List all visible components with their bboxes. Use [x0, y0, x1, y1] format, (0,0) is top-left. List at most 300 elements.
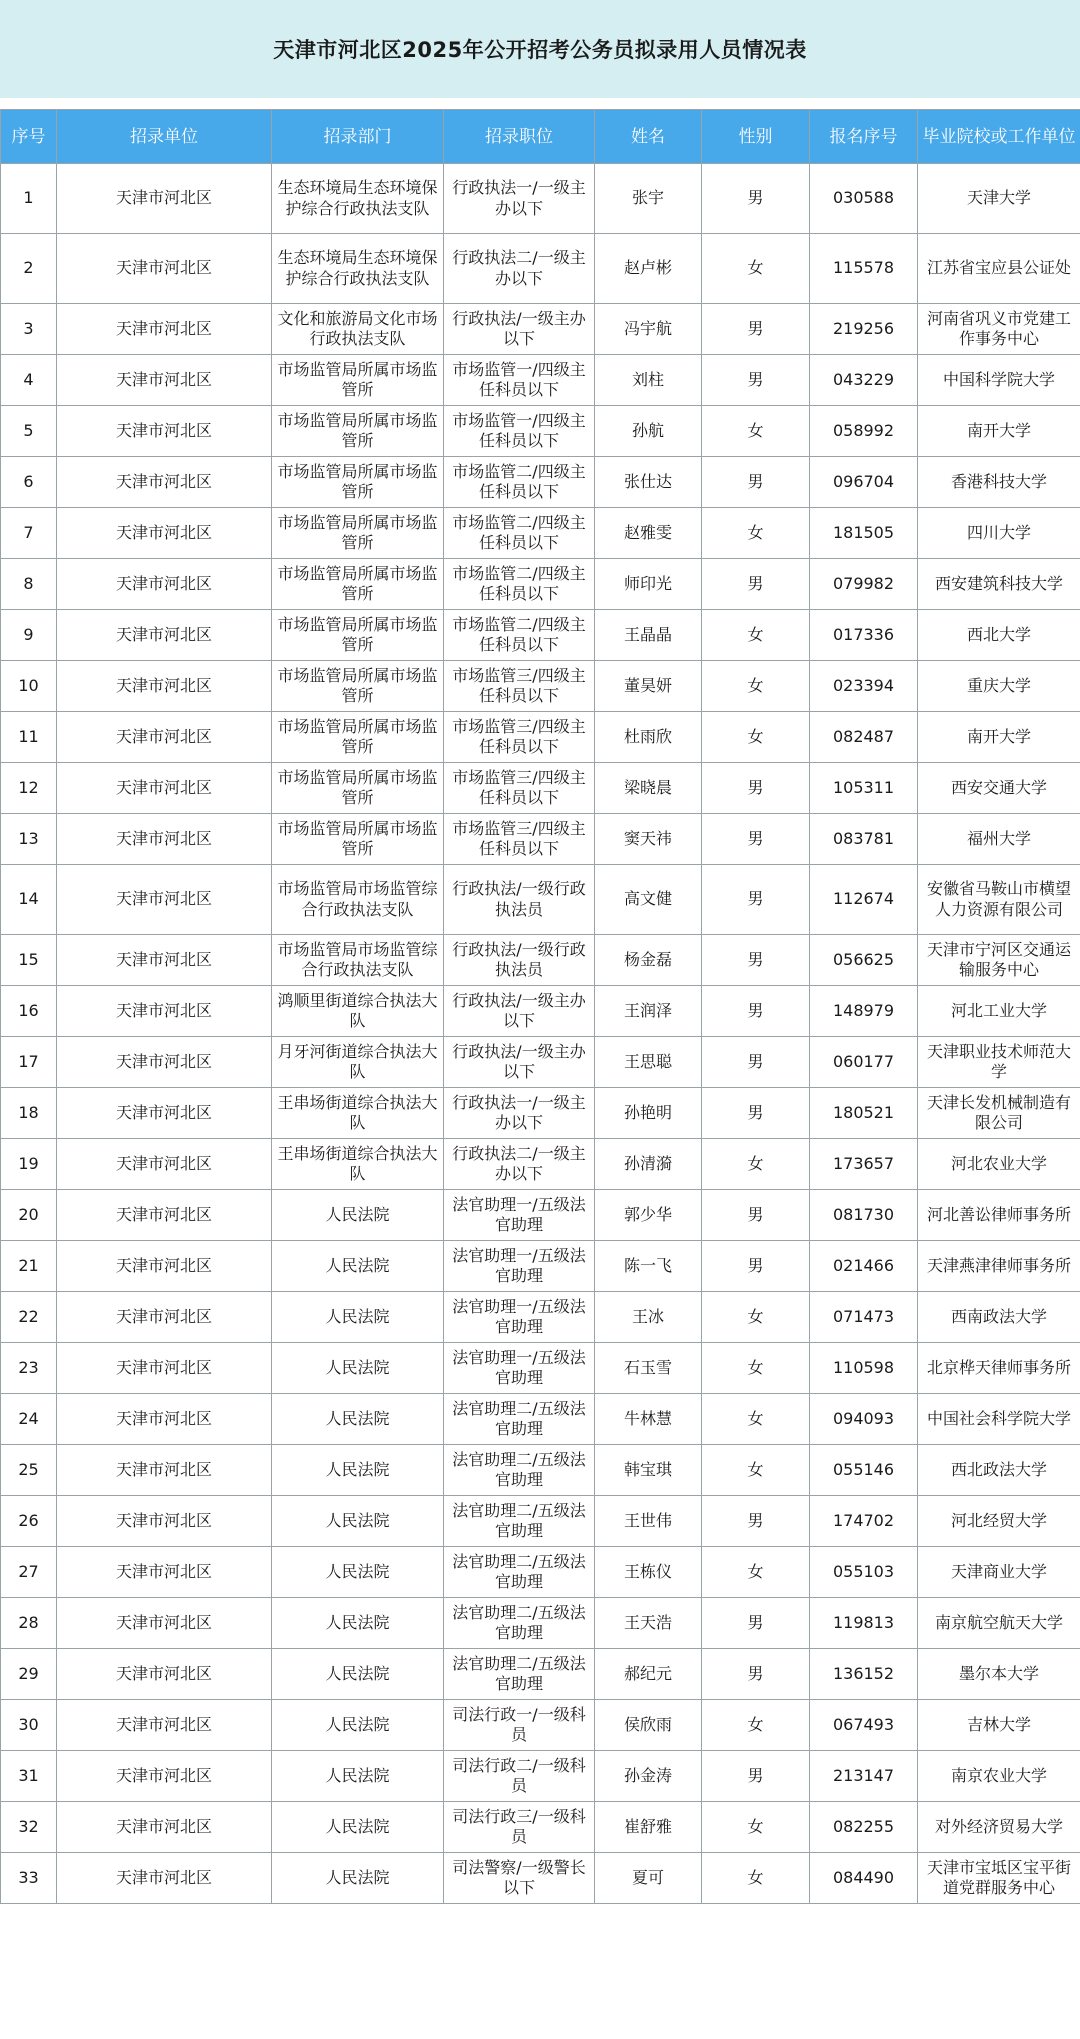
cell-reg-no: 213147: [810, 1751, 918, 1802]
cell-gender: 女: [702, 1445, 810, 1496]
cell-position: 司法行政一/一级科员: [444, 1700, 595, 1751]
cell-seq: 11: [1, 712, 57, 763]
cell-name: 王天浩: [595, 1598, 702, 1649]
header-gender: 性别: [702, 110, 810, 164]
table-row: [1, 1190, 1080, 1241]
cell-department: 王串场街道综合执法大队: [272, 1139, 444, 1190]
cell-reg-no: 148979: [810, 986, 918, 1037]
cell-seq: 2: [1, 234, 57, 304]
cell-name: 张仕达: [595, 457, 702, 508]
cell-position: 法官助理二/五级法官助理: [444, 1598, 595, 1649]
cell-department: 人民法院: [272, 1751, 444, 1802]
cell-name: 王冰: [595, 1292, 702, 1343]
cell-seq: 12: [1, 763, 57, 814]
table-row: [1, 457, 1080, 508]
cell-name: 赵卢彬: [595, 234, 702, 304]
cell-seq: 29: [1, 1649, 57, 1700]
cell-gender: 男: [702, 1496, 810, 1547]
cell-position: 法官助理二/五级法官助理: [444, 1496, 595, 1547]
cell-seq: 15: [1, 935, 57, 986]
cell-seq: 9: [1, 610, 57, 661]
header-school: 毕业院校或工作单位: [918, 110, 1080, 164]
cell-position: 行政执法/一级主办以下: [444, 986, 595, 1037]
cell-department: 市场监管局所属市场监管所: [272, 457, 444, 508]
cell-unit: 天津市河北区: [57, 763, 272, 814]
cell-unit: 天津市河北区: [57, 1241, 272, 1292]
header-department: 招录部门: [272, 110, 444, 164]
table-row: [1, 508, 1080, 559]
cell-name: 师印光: [595, 559, 702, 610]
cell-school: 中国科学院大学: [918, 355, 1080, 406]
cell-reg-no: 119813: [810, 1598, 918, 1649]
cell-school: 天津市宝坻区宝平街道党群服务中心: [918, 1853, 1080, 1904]
cell-unit: 天津市河北区: [57, 234, 272, 304]
cell-reg-no: 112674: [810, 865, 918, 935]
cell-reg-no: 173657: [810, 1139, 918, 1190]
cell-reg-no: 180521: [810, 1088, 918, 1139]
cell-reg-no: 082255: [810, 1802, 918, 1853]
cell-reg-no: 055146: [810, 1445, 918, 1496]
cell-unit: 天津市河北区: [57, 986, 272, 1037]
cell-reg-no: 067493: [810, 1700, 918, 1751]
cell-position: 司法警察/一级警长以下: [444, 1853, 595, 1904]
cell-department: 王串场街道综合执法大队: [272, 1088, 444, 1139]
cell-unit: 天津市河北区: [57, 1445, 272, 1496]
cell-position: 市场监管二/四级主任科员以下: [444, 457, 595, 508]
cell-department: 人民法院: [272, 1700, 444, 1751]
cell-department: 人民法院: [272, 1547, 444, 1598]
table-row: [1, 1751, 1080, 1802]
cell-unit: 天津市河北区: [57, 1700, 272, 1751]
cell-school: 北京桦天律师事务所: [918, 1343, 1080, 1394]
cell-department: 生态环境局生态环境保护综合行政执法支队: [272, 164, 444, 234]
cell-position: 司法行政三/一级科员: [444, 1802, 595, 1853]
cell-school: 福州大学: [918, 814, 1080, 865]
cell-reg-no: 017336: [810, 610, 918, 661]
cell-gender: 女: [702, 712, 810, 763]
cell-unit: 天津市河北区: [57, 1394, 272, 1445]
cell-gender: 女: [702, 508, 810, 559]
cell-school: 对外经济贸易大学: [918, 1802, 1080, 1853]
cell-department: 人民法院: [272, 1190, 444, 1241]
cell-name: 刘柱: [595, 355, 702, 406]
cell-position: 行政执法一/一级主办以下: [444, 164, 595, 234]
cell-department: 月牙河街道综合执法大队: [272, 1037, 444, 1088]
cell-position: 行政执法/一级主办以下: [444, 1037, 595, 1088]
cell-reg-no: 094093: [810, 1394, 918, 1445]
table-row: [1, 406, 1080, 457]
cell-gender: 男: [702, 763, 810, 814]
cell-gender: 男: [702, 935, 810, 986]
cell-reg-no: 079982: [810, 559, 918, 610]
cell-unit: 天津市河北区: [57, 1598, 272, 1649]
cell-name: 侯欣雨: [595, 1700, 702, 1751]
table-row: [1, 1394, 1080, 1445]
cell-position: 行政执法一/一级主办以下: [444, 1088, 595, 1139]
cell-seq: 10: [1, 661, 57, 712]
cell-position: 市场监管二/四级主任科员以下: [444, 559, 595, 610]
cell-department: 人民法院: [272, 1853, 444, 1904]
table-row: [1, 986, 1080, 1037]
cell-position: 行政执法二/一级主办以下: [444, 1139, 595, 1190]
cell-school: 安徽省马鞍山市横望人力资源有限公司: [918, 865, 1080, 935]
cell-unit: 天津市河北区: [57, 508, 272, 559]
cell-gender: 男: [702, 865, 810, 935]
cell-gender: 男: [702, 986, 810, 1037]
cell-position: 市场监管一/四级主任科员以下: [444, 406, 595, 457]
cell-gender: 女: [702, 610, 810, 661]
cell-seq: 17: [1, 1037, 57, 1088]
cell-position: 市场监管三/四级主任科员以下: [444, 814, 595, 865]
cell-unit: 天津市河北区: [57, 1292, 272, 1343]
cell-seq: 27: [1, 1547, 57, 1598]
cell-reg-no: 083781: [810, 814, 918, 865]
cell-seq: 32: [1, 1802, 57, 1853]
cell-seq: 7: [1, 508, 57, 559]
cell-department: 人民法院: [272, 1394, 444, 1445]
table-row: [1, 1598, 1080, 1649]
cell-gender: 男: [702, 304, 810, 355]
cell-unit: 天津市河北区: [57, 1190, 272, 1241]
results-table-container: [0, 109, 1080, 1904]
cell-seq: 21: [1, 1241, 57, 1292]
cell-name: 王晶晶: [595, 610, 702, 661]
table-row: [1, 1088, 1080, 1139]
cell-reg-no: 136152: [810, 1649, 918, 1700]
cell-school: 西北大学: [918, 610, 1080, 661]
cell-reg-no: 081730: [810, 1190, 918, 1241]
cell-reg-no: 084490: [810, 1853, 918, 1904]
header-name: 姓名: [595, 110, 702, 164]
cell-gender: 男: [702, 1190, 810, 1241]
cell-department: 市场监管局市场监管综合行政执法支队: [272, 865, 444, 935]
cell-unit: 天津市河北区: [57, 355, 272, 406]
cell-unit: 天津市河北区: [57, 1037, 272, 1088]
table-row: [1, 234, 1080, 304]
cell-name: 梁晓晨: [595, 763, 702, 814]
cell-seq: 31: [1, 1751, 57, 1802]
cell-gender: 男: [702, 1241, 810, 1292]
cell-seq: 23: [1, 1343, 57, 1394]
cell-reg-no: 058992: [810, 406, 918, 457]
cell-seq: 28: [1, 1598, 57, 1649]
cell-school: 天津商业大学: [918, 1547, 1080, 1598]
cell-seq: 6: [1, 457, 57, 508]
cell-name: 杨金磊: [595, 935, 702, 986]
cell-gender: 女: [702, 1547, 810, 1598]
cell-gender: 女: [702, 661, 810, 712]
cell-position: 行政执法二/一级主办以下: [444, 234, 595, 304]
cell-name: 牛林慧: [595, 1394, 702, 1445]
cell-department: 市场监管局所属市场监管所: [272, 763, 444, 814]
cell-unit: 天津市河北区: [57, 1496, 272, 1547]
cell-department: 文化和旅游局文化市场行政执法支队: [272, 304, 444, 355]
table-row: [1, 1496, 1080, 1547]
cell-position: 法官助理一/五级法官助理: [444, 1292, 595, 1343]
header-unit: 招录单位: [57, 110, 272, 164]
table-row: [1, 935, 1080, 986]
table-row: [1, 164, 1080, 234]
cell-position: 市场监管二/四级主任科员以下: [444, 610, 595, 661]
cell-gender: 女: [702, 1802, 810, 1853]
cell-gender: 女: [702, 1853, 810, 1904]
table-row: [1, 559, 1080, 610]
cell-name: 王润泽: [595, 986, 702, 1037]
cell-position: 行政执法/一级行政执法员: [444, 935, 595, 986]
cell-seq: 8: [1, 559, 57, 610]
cell-department: 鸿顺里街道综合执法大队: [272, 986, 444, 1037]
table-row: [1, 1853, 1080, 1904]
cell-school: 吉林大学: [918, 1700, 1080, 1751]
cell-department: 人民法院: [272, 1343, 444, 1394]
cell-seq: 16: [1, 986, 57, 1037]
cell-school: 西安交通大学: [918, 763, 1080, 814]
cell-department: 人民法院: [272, 1292, 444, 1343]
cell-position: 法官助理二/五级法官助理: [444, 1649, 595, 1700]
cell-name: 王世伟: [595, 1496, 702, 1547]
cell-unit: 天津市河北区: [57, 164, 272, 234]
cell-department: 人民法院: [272, 1598, 444, 1649]
cell-unit: 天津市河北区: [57, 457, 272, 508]
cell-unit: 天津市河北区: [57, 1802, 272, 1853]
cell-school: 河北经贸大学: [918, 1496, 1080, 1547]
cell-reg-no: 110598: [810, 1343, 918, 1394]
table-row: [1, 1649, 1080, 1700]
cell-name: 杜雨欣: [595, 712, 702, 763]
cell-department: 市场监管局所属市场监管所: [272, 508, 444, 559]
cell-unit: 天津市河北区: [57, 1547, 272, 1598]
cell-name: 冯宇航: [595, 304, 702, 355]
cell-position: 市场监管二/四级主任科员以下: [444, 508, 595, 559]
cell-gender: 男: [702, 457, 810, 508]
cell-reg-no: 105311: [810, 763, 918, 814]
cell-school: 天津职业技术师范大学: [918, 1037, 1080, 1088]
cell-gender: 男: [702, 1598, 810, 1649]
table-row: [1, 1445, 1080, 1496]
cell-reg-no: 023394: [810, 661, 918, 712]
cell-position: 行政执法/一级行政执法员: [444, 865, 595, 935]
cell-school: 河北工业大学: [918, 986, 1080, 1037]
cell-gender: 男: [702, 355, 810, 406]
table-row: [1, 814, 1080, 865]
cell-name: 崔舒雅: [595, 1802, 702, 1853]
cell-unit: 天津市河北区: [57, 1853, 272, 1904]
cell-position: 市场监管一/四级主任科员以下: [444, 355, 595, 406]
cell-gender: 女: [702, 406, 810, 457]
table-row: [1, 355, 1080, 406]
cell-school: 南京农业大学: [918, 1751, 1080, 1802]
page-title: 天津市河北区2025年公开招考公务员拟录用人员情况表: [273, 38, 807, 62]
cell-gender: 男: [702, 164, 810, 234]
cell-seq: 26: [1, 1496, 57, 1547]
cell-position: 市场监管三/四级主任科员以下: [444, 712, 595, 763]
cell-gender: 男: [702, 1649, 810, 1700]
table-row: [1, 1139, 1080, 1190]
cell-gender: 男: [702, 1037, 810, 1088]
cell-department: 人民法院: [272, 1445, 444, 1496]
cell-unit: 天津市河北区: [57, 1751, 272, 1802]
cell-reg-no: 219256: [810, 304, 918, 355]
cell-position: 市场监管三/四级主任科员以下: [444, 763, 595, 814]
cell-school: 香港科技大学: [918, 457, 1080, 508]
table-row: [1, 1241, 1080, 1292]
cell-gender: 女: [702, 1343, 810, 1394]
table-header-row: [1, 110, 1080, 164]
cell-name: 孙清漪: [595, 1139, 702, 1190]
cell-gender: 女: [702, 234, 810, 304]
cell-reg-no: 181505: [810, 508, 918, 559]
cell-unit: 天津市河北区: [57, 1139, 272, 1190]
cell-school: 南京航空航天大学: [918, 1598, 1080, 1649]
cell-school: 南开大学: [918, 712, 1080, 763]
cell-school: 西安建筑科技大学: [918, 559, 1080, 610]
cell-gender: 男: [702, 559, 810, 610]
cell-school: 南开大学: [918, 406, 1080, 457]
cell-unit: 天津市河北区: [57, 1649, 272, 1700]
cell-name: 赵雅雯: [595, 508, 702, 559]
cell-unit: 天津市河北区: [57, 865, 272, 935]
cell-seq: 33: [1, 1853, 57, 1904]
table-row: [1, 1700, 1080, 1751]
cell-school: 四川大学: [918, 508, 1080, 559]
cell-unit: 天津市河北区: [57, 661, 272, 712]
header-seq: 序号: [1, 110, 57, 164]
table-row: [1, 610, 1080, 661]
cell-seq: 4: [1, 355, 57, 406]
cell-school: 重庆大学: [918, 661, 1080, 712]
cell-position: 法官助理一/五级法官助理: [444, 1190, 595, 1241]
cell-reg-no: 174702: [810, 1496, 918, 1547]
cell-reg-no: 056625: [810, 935, 918, 986]
cell-seq: 13: [1, 814, 57, 865]
cell-unit: 天津市河北区: [57, 935, 272, 986]
cell-seq: 19: [1, 1139, 57, 1190]
cell-gender: 女: [702, 1394, 810, 1445]
cell-unit: 天津市河北区: [57, 1088, 272, 1139]
cell-name: 孙金涛: [595, 1751, 702, 1802]
header-reg-no: 报名序号: [810, 110, 918, 164]
cell-name: 韩宝琪: [595, 1445, 702, 1496]
cell-department: 人民法院: [272, 1496, 444, 1547]
cell-department: 市场监管局所属市场监管所: [272, 559, 444, 610]
cell-department: 市场监管局市场监管综合行政执法支队: [272, 935, 444, 986]
cell-unit: 天津市河北区: [57, 559, 272, 610]
cell-name: 张宇: [595, 164, 702, 234]
table-row: [1, 865, 1080, 935]
cell-seq: 5: [1, 406, 57, 457]
cell-seq: 1: [1, 164, 57, 234]
header-position: 招录职位: [444, 110, 595, 164]
cell-school: 河北农业大学: [918, 1139, 1080, 1190]
cell-school: 河北善讼律师事务所: [918, 1190, 1080, 1241]
cell-school: 江苏省宝应县公证处: [918, 234, 1080, 304]
table-row: [1, 1037, 1080, 1088]
cell-unit: 天津市河北区: [57, 406, 272, 457]
cell-unit: 天津市河北区: [57, 814, 272, 865]
cell-department: 生态环境局生态环境保护综合行政执法支队: [272, 234, 444, 304]
cell-department: 市场监管局所属市场监管所: [272, 712, 444, 763]
cell-reg-no: 021466: [810, 1241, 918, 1292]
cell-seq: 18: [1, 1088, 57, 1139]
cell-seq: 25: [1, 1445, 57, 1496]
cell-unit: 天津市河北区: [57, 1343, 272, 1394]
cell-school: 墨尔本大学: [918, 1649, 1080, 1700]
cell-seq: 3: [1, 304, 57, 355]
cell-gender: 女: [702, 1139, 810, 1190]
cell-name: 陈一飞: [595, 1241, 702, 1292]
cell-department: 市场监管局所属市场监管所: [272, 661, 444, 712]
cell-position: 司法行政二/一级科员: [444, 1751, 595, 1802]
cell-name: 石玉雪: [595, 1343, 702, 1394]
cell-school: 天津长发机械制造有限公司: [918, 1088, 1080, 1139]
cell-reg-no: 030588: [810, 164, 918, 234]
cell-name: 董昊妍: [595, 661, 702, 712]
cell-unit: 天津市河北区: [57, 304, 272, 355]
table-row: [1, 1547, 1080, 1598]
cell-school: 西南政法大学: [918, 1292, 1080, 1343]
cell-department: 市场监管局所属市场监管所: [272, 355, 444, 406]
cell-name: 王栋仪: [595, 1547, 702, 1598]
cell-reg-no: 096704: [810, 457, 918, 508]
cell-unit: 天津市河北区: [57, 712, 272, 763]
cell-name: 高文健: [595, 865, 702, 935]
cell-school: 天津燕津律师事务所: [918, 1241, 1080, 1292]
cell-name: 孙艳明: [595, 1088, 702, 1139]
cell-position: 法官助理二/五级法官助理: [444, 1394, 595, 1445]
cell-school: 中国社会科学院大学: [918, 1394, 1080, 1445]
cell-name: 孙航: [595, 406, 702, 457]
cell-gender: 女: [702, 1700, 810, 1751]
cell-department: 人民法院: [272, 1649, 444, 1700]
cell-position: 市场监管三/四级主任科员以下: [444, 661, 595, 712]
table-body: [1, 164, 1080, 1904]
cell-gender: 男: [702, 1088, 810, 1139]
table-row: [1, 1802, 1080, 1853]
cell-position: 法官助理一/五级法官助理: [444, 1343, 595, 1394]
cell-gender: 女: [702, 1292, 810, 1343]
cell-gender: 男: [702, 814, 810, 865]
table-row: [1, 763, 1080, 814]
cell-department: 人民法院: [272, 1802, 444, 1853]
cell-school: 天津市宁河区交通运输服务中心: [918, 935, 1080, 986]
table-row: [1, 1292, 1080, 1343]
cell-seq: 14: [1, 865, 57, 935]
cell-position: 行政执法/一级主办以下: [444, 304, 595, 355]
cell-reg-no: 071473: [810, 1292, 918, 1343]
cell-seq: 30: [1, 1700, 57, 1751]
cell-name: 王思聪: [595, 1037, 702, 1088]
cell-department: 市场监管局所属市场监管所: [272, 814, 444, 865]
table-row: [1, 1343, 1080, 1394]
table-row: [1, 304, 1080, 355]
cell-name: 郝纪元: [595, 1649, 702, 1700]
cell-reg-no: 055103: [810, 1547, 918, 1598]
cell-unit: 天津市河北区: [57, 610, 272, 661]
cell-position: 法官助理二/五级法官助理: [444, 1547, 595, 1598]
cell-department: 市场监管局所属市场监管所: [272, 610, 444, 661]
cell-reg-no: 043229: [810, 355, 918, 406]
cell-school: 西北政法大学: [918, 1445, 1080, 1496]
table-row: [1, 661, 1080, 712]
cell-department: 市场监管局所属市场监管所: [272, 406, 444, 457]
results-table: [0, 109, 1080, 1904]
cell-position: 法官助理一/五级法官助理: [444, 1241, 595, 1292]
cell-reg-no: 060177: [810, 1037, 918, 1088]
cell-position: 法官助理二/五级法官助理: [444, 1445, 595, 1496]
cell-reg-no: 115578: [810, 234, 918, 304]
table-row: [1, 712, 1080, 763]
cell-school: 河南省巩义市党建工作事务中心: [918, 304, 1080, 355]
